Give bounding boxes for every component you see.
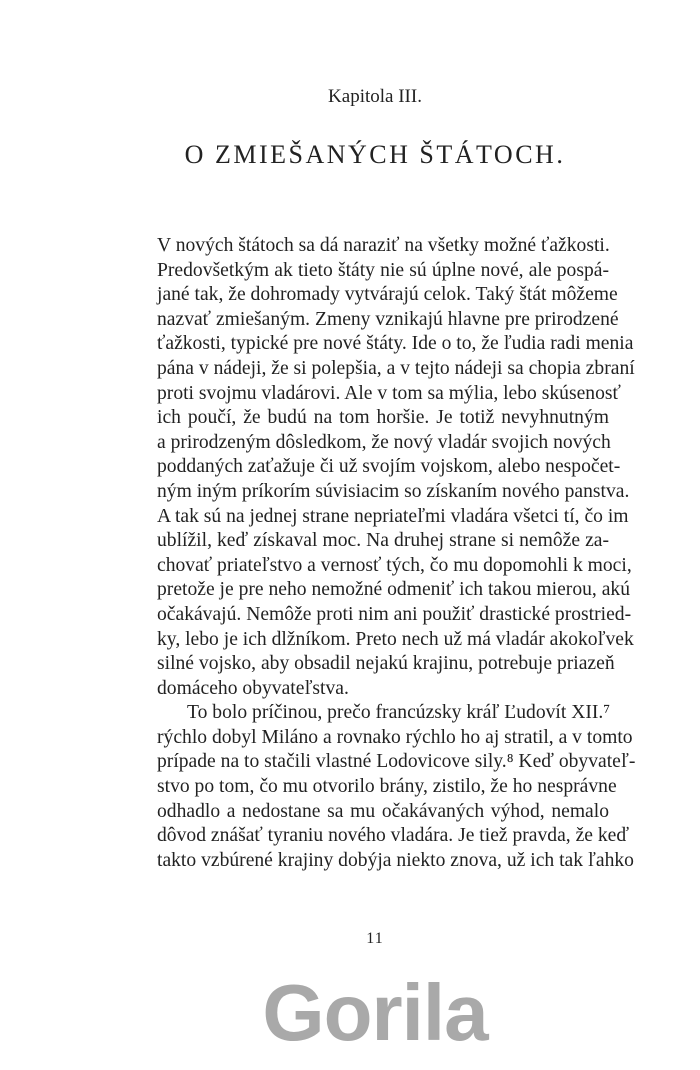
text-line: Predovšetkým ak tieto štáty nie sú úplne nové, ale pospá- [157,259,609,281]
paragraph [157,701,636,873]
text-line: jané tak, že dohromady vytvárajú celok. Taký štát môžeme [157,284,618,306]
paragraph [157,234,635,701]
body-text [157,234,636,873]
text-line: takto vzbúrené krajiny dobýja niekto znova, už ich tak ľahko [157,849,634,871]
text-line: stvo po tom, čo mu otvorilo brány, zistilo, že ho nesprávne [157,776,617,798]
text-line: ky, lebo je ich dlžníkom. Preto nech už má vladár akokoľvek [157,628,634,650]
text-line: silné vojsko, aby obsadil nejakú krajinu, potrebuje priazeň [157,653,615,675]
text-line: a prirodzeným dôsledkom, že nový vladár svojich nových [157,431,611,453]
text-line: proti svojmu vladárovi. Ale v tom sa mýlia, lebo skúsenosť [157,382,621,404]
text-line: nazvať zmiešaným. Zmeny vznikajú hlavne pre prirodzené [157,308,619,330]
text-line: ublížil, keď získaval moc. Na druhej strane si nemôže za- [157,530,609,552]
text-line: V nových štátoch sa dá naraziť na všetky možné ťažkosti. [157,235,610,256]
text-line: odhadlo a nedostane sa mu očakávaných výhod, nemalo [157,800,609,822]
text-line: ným iným príkorím súvisiacim so získaním nového panstva. [157,480,630,502]
text-line: pána v nádeji, že si polepšia, a v tejto nádeji sa chopia zbraní [157,357,635,379]
text-line: prípade na to stačili vlastné Lodovicove sily.⁸ Keď obyvateľ- [157,751,636,773]
watermark-logo: Gorila [262,968,488,1057]
text-line: rýchlo dobyl Miláno a rovnako rýchlo ho aj stratil, a v tomto [157,726,633,748]
text-line: poddaných zaťažuje či už svojím vojskom, alebo nespočet- [157,456,621,478]
chapter-label: Kapitola III. [328,86,422,107]
text-line: dôvod znášať tyraniu nového vladára. Je tiež pravda, že keď [157,825,630,847]
page-number: 11 [366,930,384,947]
text-line: To bolo príčinou, prečo francúzsky kráľ Ľudovít XII.⁷ [187,702,611,724]
chapter-title: O ZMIEŠANÝCH ŠTÁTOCH. [184,140,566,169]
text-line: A tak sú na jednej strane nepriateľmi vladára všetci tí, čo im [157,505,629,527]
text-line: chovať priateľstvo a vernosť tých, čo mu dopomohli k moci, [157,554,632,576]
text-line: ťažkosti, typické pre nové štáty. Ide o to, že ľudia radi menia [157,333,634,355]
text-line: pretože je pre neho nemožné odmeniť ich takou mierou, akú [157,579,631,601]
text-line: domáceho obyvateľstva. [157,677,349,699]
text-line: očakávajú. Nemôže proti nim ani použiť drastické prostried- [157,603,632,625]
text-line: ich poučí, že budú na tom horšie. Je totiž nevyhnutným [157,407,609,429]
